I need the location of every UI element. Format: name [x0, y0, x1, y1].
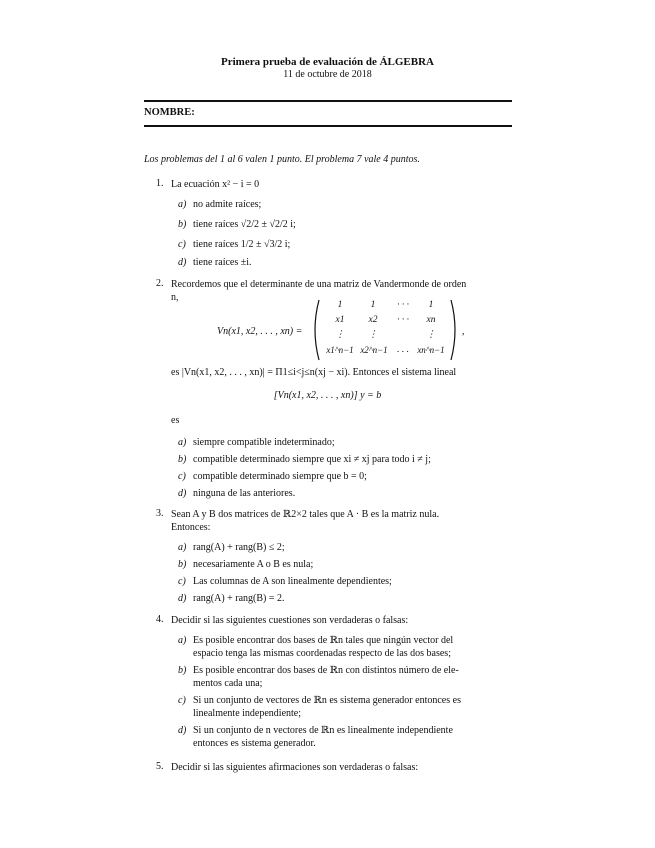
matrix-comma: , — [462, 326, 465, 337]
option-item — [178, 218, 512, 231]
matrix-cell: xn — [426, 315, 436, 325]
name-label: NOMBRE: — [144, 107, 195, 118]
option-label: b) — [178, 559, 187, 570]
problem-number: 2. — [156, 278, 164, 289]
intro-text: Los problemas del 1 al 6 valen 1 punto. El problema 7 vale 4 puntos. — [144, 154, 420, 165]
option-item — [178, 238, 512, 251]
problem-stem-line: es |Vn(x1, x2, . . . , xn)| = Π1≤i<j≤n(xj − xi). Entonces el sistema lineal — [171, 367, 457, 378]
option-label: a) — [178, 542, 187, 553]
option-label: b) — [178, 454, 187, 465]
option-label: d) — [178, 593, 187, 604]
problem-number: 1. — [156, 178, 164, 189]
matrix-cell: · · · — [397, 300, 409, 310]
option-item — [178, 256, 512, 269]
option-label: c) — [178, 471, 186, 482]
option-label: d) — [178, 725, 187, 736]
problem-number: 5. — [156, 761, 164, 772]
problem-stem-line: Sean A y B dos matrices de ℝ2×2 tales que A · B es la matriz nula. — [171, 509, 440, 520]
matrix-cell: ⋮ — [335, 330, 345, 340]
linear-system: [Vn(x1, x2, . . . , xn)] y = b — [273, 390, 382, 401]
matrix-cell: 1 — [337, 300, 343, 310]
option-text: siempre compatible indeterminado; — [193, 437, 335, 448]
option-label: d) — [178, 257, 187, 268]
problem-stem-line: n, — [171, 292, 179, 303]
option-text: ninguna de las anteriores. — [193, 488, 296, 499]
left-paren — [315, 300, 319, 360]
exam-title: Primera prueba de evaluación de ÁLGEBRA — [221, 56, 434, 68]
top-rule — [144, 100, 512, 102]
option-item — [178, 664, 512, 690]
option-item — [178, 470, 512, 483]
matrix-cell: x1^n−1 — [326, 345, 354, 355]
matrix-cell: 1 — [428, 300, 434, 310]
matrix-cell: x2^n−1 — [360, 345, 388, 355]
option-label: c) — [178, 576, 186, 587]
matrix-cell: xn^n−1 — [417, 345, 445, 355]
option-text-line: mentos cada una; — [193, 678, 263, 689]
option-text-line: entonces es sistema generador. — [193, 738, 316, 749]
option-label: d) — [178, 488, 187, 499]
right-paren — [451, 300, 455, 360]
problem-number: 4. — [156, 614, 164, 625]
option-text-line: Es posible encontrar dos bases de ℝn tales que ningún vector del — [193, 635, 454, 646]
option-text: compatible determinado siempre que xi ≠ xj para todo i ≠ j; — [193, 454, 431, 465]
option-label: b) — [178, 219, 187, 230]
problem-stem-line: Entonces: — [171, 522, 211, 533]
problem-number: 3. — [156, 508, 164, 519]
option-label: a) — [178, 437, 187, 448]
matrix-cell: . . . — [397, 345, 409, 355]
option-item — [178, 453, 512, 466]
option-label: c) — [178, 695, 186, 706]
option-text: tiene raíces ±i. — [193, 257, 252, 268]
option-item — [178, 634, 512, 660]
option-text: necesariamente A o B es nula; — [193, 559, 314, 570]
option-text-line: Si un conjunto de vectores de ℝn es sistema generador entonces es — [193, 695, 461, 706]
option-text: compatible determinado siempre que b = 0; — [193, 471, 367, 482]
matrix-cell: x1 — [335, 315, 345, 325]
option-text-line: linealmente independiente; — [193, 708, 302, 719]
option-label: c) — [178, 239, 186, 250]
option-text: Las columnas de A son linealmente dependientes; — [193, 576, 392, 587]
problem-stem: Decidir si las siguientes cuestiones son verdaderas o falsas: — [171, 615, 409, 626]
option-item — [178, 575, 512, 588]
problem-stem: La ecuación x² − i = 0 — [171, 179, 260, 190]
option-label: a) — [178, 635, 187, 646]
option-text: tiene raíces 1/2 ± √3/2 i; — [193, 239, 291, 250]
option-label: a) — [178, 199, 187, 210]
problem-stem: Decidir si las siguientes afirmaciones son verdaderas o falsas: — [171, 762, 419, 773]
matrix-cell: ⋮ — [426, 330, 436, 340]
exam-date: 11 de octubre de 2018 — [283, 69, 372, 80]
matrix-cell: 1 — [370, 300, 376, 310]
option-text-line: Si un conjunto de n vectores de ℝn es linealmente independiente — [193, 725, 453, 736]
problem-stem-line: Recordemos que el determinante de una matriz de Vandermonde de orden — [171, 279, 467, 290]
option-item — [178, 724, 512, 750]
option-label: b) — [178, 665, 187, 676]
vandermonde-lhs: Vn(x1, x2, . . . , xn) = — [217, 326, 303, 337]
option-item — [178, 487, 512, 500]
option-text-line: Es posible encontrar dos bases de ℝn con distintos número de ele- — [193, 665, 459, 676]
option-item — [178, 694, 512, 720]
option-text-line: espacio tenga las mismas coordenadas respecto de las dos bases; — [193, 648, 451, 659]
option-item — [178, 558, 512, 571]
option-text: tiene raíces √2/2 ± √2/2 i; — [193, 219, 296, 230]
matrix-cell: · · · — [397, 315, 409, 325]
bottom-rule — [144, 125, 512, 127]
matrix-cell: x2 — [368, 315, 378, 325]
option-item — [178, 592, 512, 605]
option-text: rang(A) + rang(B) = 2. — [193, 593, 285, 604]
option-item — [178, 198, 512, 211]
matrix-cell: ⋮ — [368, 330, 378, 340]
option-item — [178, 541, 512, 554]
option-text: rang(A) + rang(B) ≤ 2; — [193, 542, 285, 553]
problem-stem-line: es — [171, 415, 180, 426]
option-text: no admite raíces; — [193, 199, 262, 210]
option-item — [178, 436, 512, 449]
